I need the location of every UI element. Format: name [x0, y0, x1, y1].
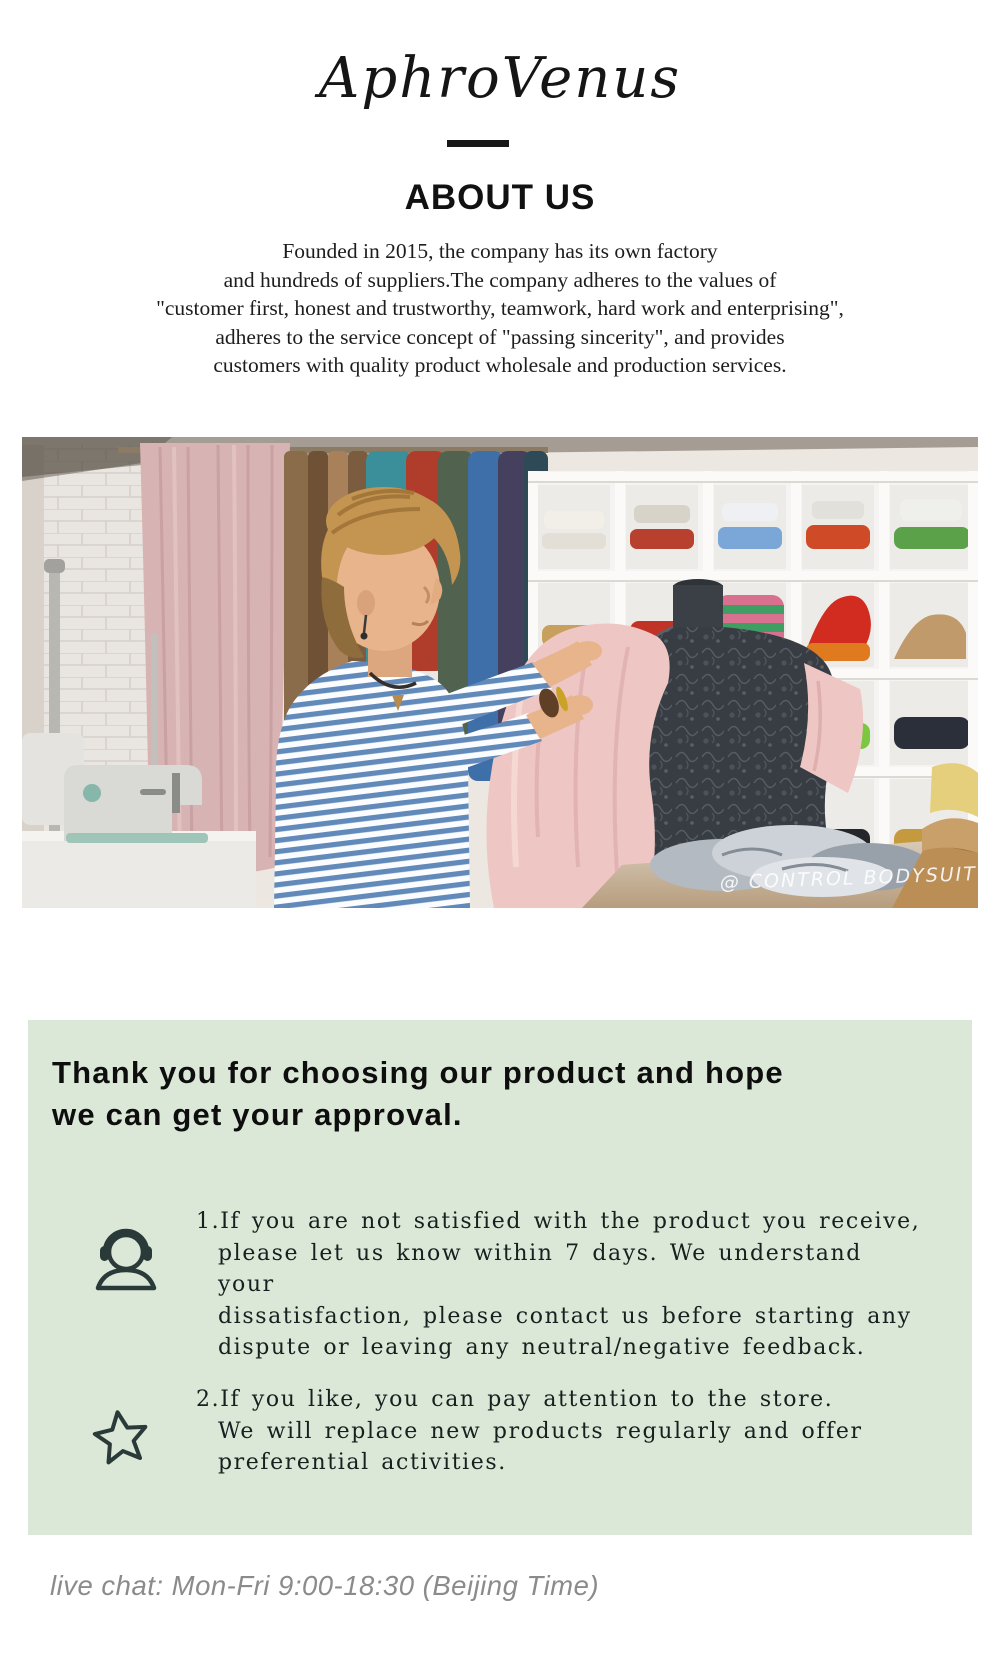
- about-line: adheres to the service concept of "passing sincerity", and provides: [215, 324, 785, 349]
- about-line: and hundreds of suppliers.The company adheres to the values of: [223, 267, 777, 292]
- star-icon: [90, 1406, 152, 1468]
- factory-photo-illustration: [22, 437, 978, 908]
- thank-you-panel: [28, 1020, 972, 1535]
- factory-photo: [22, 437, 978, 908]
- thank-you-heading: Thank you for choosing our product and hope we can get your approval.: [52, 1055, 784, 1132]
- support-agent-icon: [90, 1226, 162, 1292]
- header-divider: [447, 140, 509, 147]
- photo-watermark: @ CONTROL BODYSUIT: [719, 863, 978, 894]
- store-logo: AphroVenus: [318, 46, 682, 111]
- notice-item-2: 2.If you like, you can pay attention to the store. We will replace new products regularly and offer preferential activities.: [196, 1387, 863, 1475]
- about-paragraph: [30, 237, 970, 380]
- about-line: customers with quality product wholesale and production services.: [213, 353, 787, 377]
- live-chat-hours: live chat: Mon-Fri 9:00-18:30 (Beijing Time): [50, 1570, 600, 1601]
- notice-item-1: 1.If you are not satisfied with the product you receive, please let us know within 7 days. We understand your dissatisfaction, please contact us before starting any dispute or leaving any neutral/negative feedback.: [196, 1209, 921, 1360]
- about-line: Founded in 2015, the company has its own factory: [282, 239, 718, 263]
- page-title: ABOUT US: [404, 178, 596, 217]
- about-line: "customer first, honest and trustworthy, teamwork, hard work and enterprising",: [156, 296, 844, 320]
